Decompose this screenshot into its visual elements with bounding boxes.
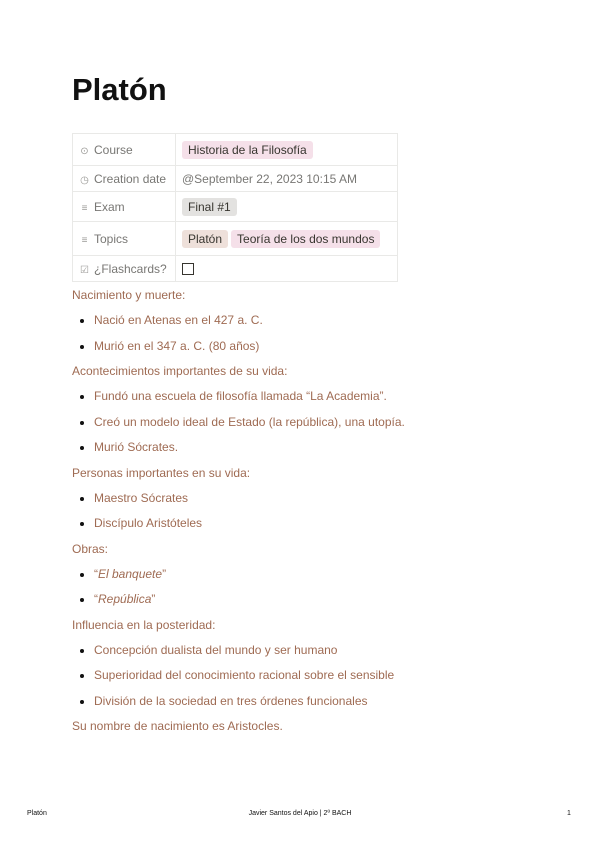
property-value[interactable]	[176, 256, 398, 282]
list-item-text: Nació en Atenas en el 427 a. C.	[94, 313, 263, 327]
page-title: Platón	[72, 72, 167, 107]
property-key	[73, 134, 176, 166]
list-item	[72, 638, 542, 664]
list-item	[72, 384, 542, 410]
property-value[interactable]	[176, 222, 398, 256]
property-key	[73, 166, 176, 192]
list-item	[72, 334, 542, 360]
quote-open: “	[94, 566, 98, 581]
bullet-icon	[80, 446, 84, 450]
property-key-label: Course	[94, 142, 133, 157]
property-row-flashcards	[73, 256, 398, 282]
flashcards-checkbox[interactable]	[182, 263, 194, 275]
list-item-text: Murió Sócrates.	[94, 440, 179, 454]
list-item-text: División de la sociedad en tres órdenes funcionales	[94, 693, 368, 708]
list-item-text: Superioridad del conocimiento racional sobre el sensible	[94, 668, 395, 682]
property-key-label: Topics	[94, 231, 129, 246]
section-heading: Personas importantes en su vida:	[72, 465, 251, 480]
list-item	[72, 410, 542, 436]
list-item	[72, 689, 542, 715]
list-item-text: Fundó una escuela de filosofía llamada “La Academia”.	[94, 389, 387, 403]
property-key-label: ¿Flashcards?	[94, 261, 167, 276]
property-value	[176, 166, 398, 192]
list-item	[72, 562, 542, 588]
bullet-icon	[80, 700, 84, 704]
bullet-icon	[80, 674, 84, 678]
property-row-topics	[73, 222, 398, 256]
course-tag[interactable]: Historia de la Filosofía	[182, 141, 313, 159]
creation-date-value: @September 22, 2023 10:15 AM	[182, 171, 357, 186]
checkbox-icon: ☑	[80, 264, 89, 276]
list-item-text: Creó un modelo ideal de Estado (la república), una utopía.	[94, 414, 405, 429]
section-heading: Influencia en la posteridad:	[72, 617, 216, 632]
list-item-text: Murió en el 347 a. C. (80 años)	[94, 338, 260, 353]
property-value[interactable]	[176, 134, 398, 166]
bullet-icon	[80, 395, 84, 399]
property-row-exam	[73, 192, 398, 222]
section-heading: Nacimiento y muerte:	[72, 288, 186, 302]
property-key	[73, 222, 176, 256]
footer-left: Platón	[27, 810, 47, 817]
list-item	[72, 486, 542, 512]
list-item	[72, 308, 542, 334]
section-heading: Acontecimientos importantes de su vida:	[72, 364, 288, 378]
bullet-icon	[80, 522, 84, 526]
list-item-text: Discípulo Aristóteles	[94, 516, 203, 530]
property-key-label: Exam	[94, 199, 125, 214]
properties-table	[72, 133, 398, 282]
clock-icon: ◷	[80, 174, 89, 186]
bullet-icon	[80, 345, 84, 349]
bullet-icon	[80, 573, 84, 577]
property-key	[73, 256, 176, 282]
property-key-label: Creation date	[94, 171, 167, 186]
bullet-icon	[80, 598, 84, 602]
work-title: República	[98, 592, 152, 606]
property-key	[73, 192, 176, 222]
list-icon: ≡	[81, 202, 88, 214]
bullet-icon	[80, 319, 84, 323]
list-item	[72, 587, 542, 613]
property-value[interactable]	[176, 192, 398, 222]
closing-paragraph: Su nombre de nacimiento es Aristocles.	[72, 719, 283, 733]
list-item	[72, 663, 542, 689]
bullet-list	[72, 562, 542, 613]
list-item-text: Maestro Sócrates	[94, 490, 189, 505]
page-content	[72, 283, 542, 739]
quote-close: ”	[151, 592, 156, 606]
topic-tag[interactable]: Teoría de los dos mundos	[231, 230, 380, 248]
list-item	[72, 435, 542, 461]
section-heading: Obras:	[72, 541, 109, 556]
topic-tag[interactable]: Platón	[182, 230, 228, 248]
select-icon: ⊙	[80, 145, 89, 157]
bullet-list	[72, 308, 542, 359]
bullet-icon	[80, 497, 84, 501]
exam-tag[interactable]: Final #1	[182, 198, 237, 216]
list-item-text: Concepción dualista del mundo y ser humano	[94, 642, 338, 657]
property-row-creation-date	[73, 166, 398, 192]
bullet-list	[72, 486, 542, 537]
work-title: El banquete	[98, 566, 163, 581]
property-row-course	[73, 134, 398, 166]
footer-center: Javier Santos del Apio | 2º BACH	[248, 810, 352, 817]
bullet-list	[72, 384, 542, 461]
footer-page-number: 1	[567, 810, 571, 817]
bullet-icon	[80, 421, 84, 425]
quote-open: “	[94, 592, 98, 606]
bullet-icon	[80, 649, 84, 653]
bullet-list	[72, 638, 542, 715]
list-icon: ≡	[81, 234, 88, 246]
quote-close: ”	[162, 566, 167, 581]
list-item	[72, 511, 542, 537]
